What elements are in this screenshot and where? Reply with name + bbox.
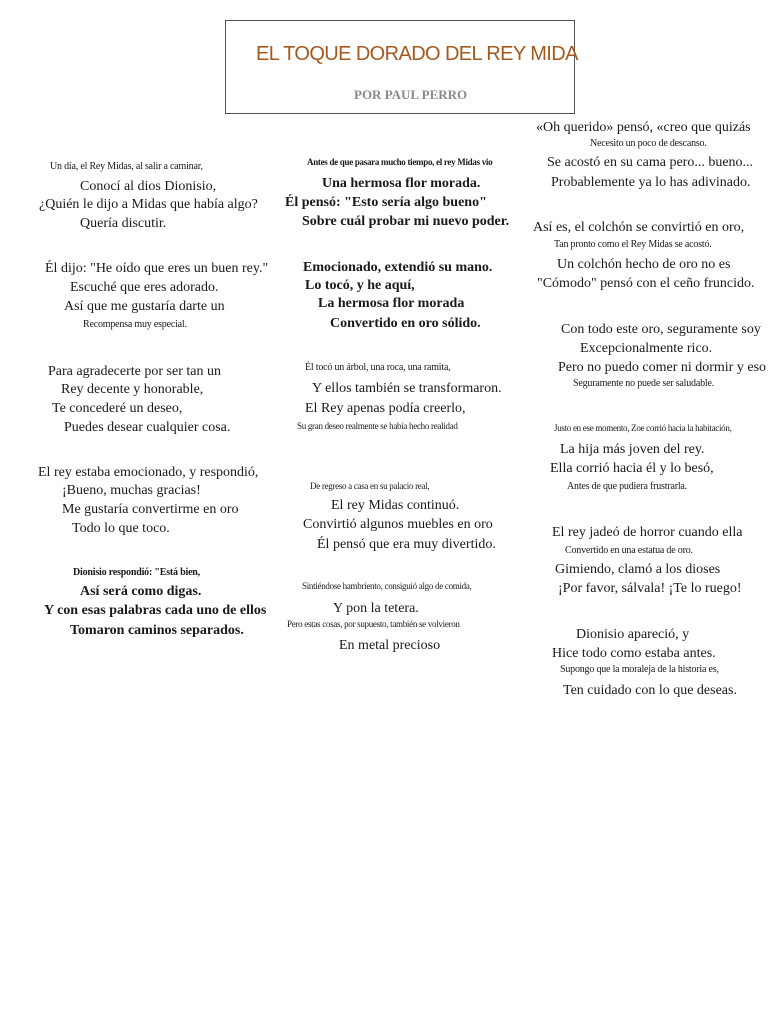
poem-line: ¿Quién le dijo a Midas que había algo? bbox=[39, 197, 258, 212]
poem-line: Excepcionalmente rico. bbox=[580, 341, 713, 356]
poem-line: Gimiendo, clamó a los dioses bbox=[555, 562, 721, 577]
poem-line: Él dijo: "He oído que eres un buen rey." bbox=[45, 261, 269, 276]
poem-line: La hermosa flor morada bbox=[318, 296, 465, 311]
poem-line: Escuché que eres adorado. bbox=[70, 280, 219, 295]
poem-line: Sintiéndose hambriento, consiguió algo de comida, bbox=[302, 581, 472, 591]
poem-line: Emocionado, extendió su mano. bbox=[303, 260, 493, 275]
author-byline: POR PAUL PERRO bbox=[354, 87, 468, 102]
poem-line: Dionisio respondió: "Está bien, bbox=[73, 567, 200, 578]
poem-line: Me gustaría convertirme en oro bbox=[62, 502, 239, 517]
poem-line: Una hermosa flor morada. bbox=[322, 176, 481, 191]
poem-line: Tan pronto como el Rey Midas se acostó. bbox=[554, 239, 712, 250]
poem-line: Él pensó que era muy divertido. bbox=[317, 537, 496, 552]
poem-line: Se acostó en su cama pero... bueno... bbox=[547, 155, 754, 170]
poem-line: Antes de que pasara mucho tiempo, el rey Midas vio bbox=[307, 157, 493, 167]
poem-line: Un día, el Rey Midas, al salir a caminar, bbox=[50, 161, 203, 172]
poem-line: El Rey apenas podía creerlo, bbox=[305, 401, 466, 416]
poem-line: Así que me gustaría darte un bbox=[64, 299, 225, 314]
poem-line: Hice todo como estaba antes. bbox=[552, 646, 716, 661]
poem-line: Conocí al dios Dionisio, bbox=[80, 179, 217, 194]
poem-line: El rey jadeó de horror cuando ella bbox=[552, 525, 743, 540]
poem-line: Para agradecerte por ser tan un bbox=[48, 364, 221, 379]
poem-line: Con todo este oro, seguramente soy bbox=[561, 322, 761, 337]
poem-line: La hija más joven del rey. bbox=[560, 442, 705, 457]
poem-line: Tomaron caminos separados. bbox=[70, 623, 244, 638]
poem-line: Y pon la tetera. bbox=[333, 601, 419, 616]
poem-line: Antes de que pudiera frustrarla. bbox=[567, 481, 687, 492]
poem-line: Pero estas cosas, por supuesto, también se volvieron bbox=[287, 619, 460, 629]
poem-line: Seguramente no puede ser saludable. bbox=[573, 378, 715, 389]
poem-line: Todo lo que toco. bbox=[72, 521, 170, 536]
poem-line: Rey decente y honorable, bbox=[61, 382, 204, 397]
poem-line: En metal precioso bbox=[339, 638, 441, 653]
poem-line: Y con esas palabras cada uno de ellos bbox=[44, 603, 267, 618]
poem-line: El rey estaba emocionado, y respondió, bbox=[38, 465, 259, 480]
poem-line: De regreso a casa en su palacio real, bbox=[310, 481, 430, 491]
poem-line: Quería discutir. bbox=[80, 216, 167, 231]
poem-line: «Oh querido» pensó, «creo que quizás bbox=[536, 120, 751, 135]
poem-line: ¡Por favor, sálvala! ¡Te lo ruego! bbox=[558, 581, 742, 596]
poem-line: Su gran deseo realmente se había hecho realidad bbox=[297, 421, 458, 431]
poem-line: Sobre cuál probar mi nuevo poder. bbox=[302, 214, 510, 229]
poem-line: Supongo que la moraleja de la historia es, bbox=[560, 664, 719, 675]
poem-line: Probablemente ya lo has adivinado. bbox=[551, 175, 751, 190]
poem-line: Ella corrió hacia él y lo besó, bbox=[550, 461, 714, 476]
poem-line: Dionisio apareció, y bbox=[576, 627, 690, 642]
title-box bbox=[225, 20, 578, 114]
poem-line: Y ellos también se transformaron. bbox=[312, 381, 502, 396]
poem-line: Justo en ese momento, Zoe corrió hacia la habitación, bbox=[554, 423, 732, 433]
poem-line: Él tocó un árbol, una roca, una ramita, bbox=[305, 362, 451, 373]
poem-line: "Cómodo" pensó con el ceño fruncido. bbox=[537, 276, 755, 291]
document-title: EL TOQUE DORADO DEL REY MIDA bbox=[256, 43, 578, 65]
poem-line: El rey Midas continuó. bbox=[331, 498, 460, 513]
poem-line: Lo tocó, y he aquí, bbox=[305, 278, 415, 293]
poem-line: Convertido en oro sólido. bbox=[330, 316, 481, 331]
poem-line: Te concederé un deseo, bbox=[52, 401, 183, 416]
poem-line: Pero no puedo comer ni dormir y eso bbox=[558, 360, 767, 375]
poem-line: Necesito un poco de descanso. bbox=[590, 138, 707, 149]
poem-line: Convirtió algunos muebles en oro bbox=[303, 517, 493, 532]
poem-line: Convertido en una estatua de oro. bbox=[565, 545, 693, 556]
poem-line: Así será como digas. bbox=[80, 584, 202, 599]
poem-line: Así es, el colchón se convirtió en oro, bbox=[533, 220, 745, 235]
poem-line: Ten cuidado con lo que deseas. bbox=[563, 683, 737, 698]
poem-line: ¡Bueno, muchas gracias! bbox=[62, 483, 201, 498]
poem-line: Puedes desear cualquier cosa. bbox=[64, 420, 231, 435]
poem-line: Recompensa muy especial. bbox=[83, 319, 187, 330]
poem-line: Él pensó: "Esto sería algo bueno" bbox=[285, 195, 487, 210]
poem-line: Un colchón hecho de oro no es bbox=[557, 257, 731, 272]
